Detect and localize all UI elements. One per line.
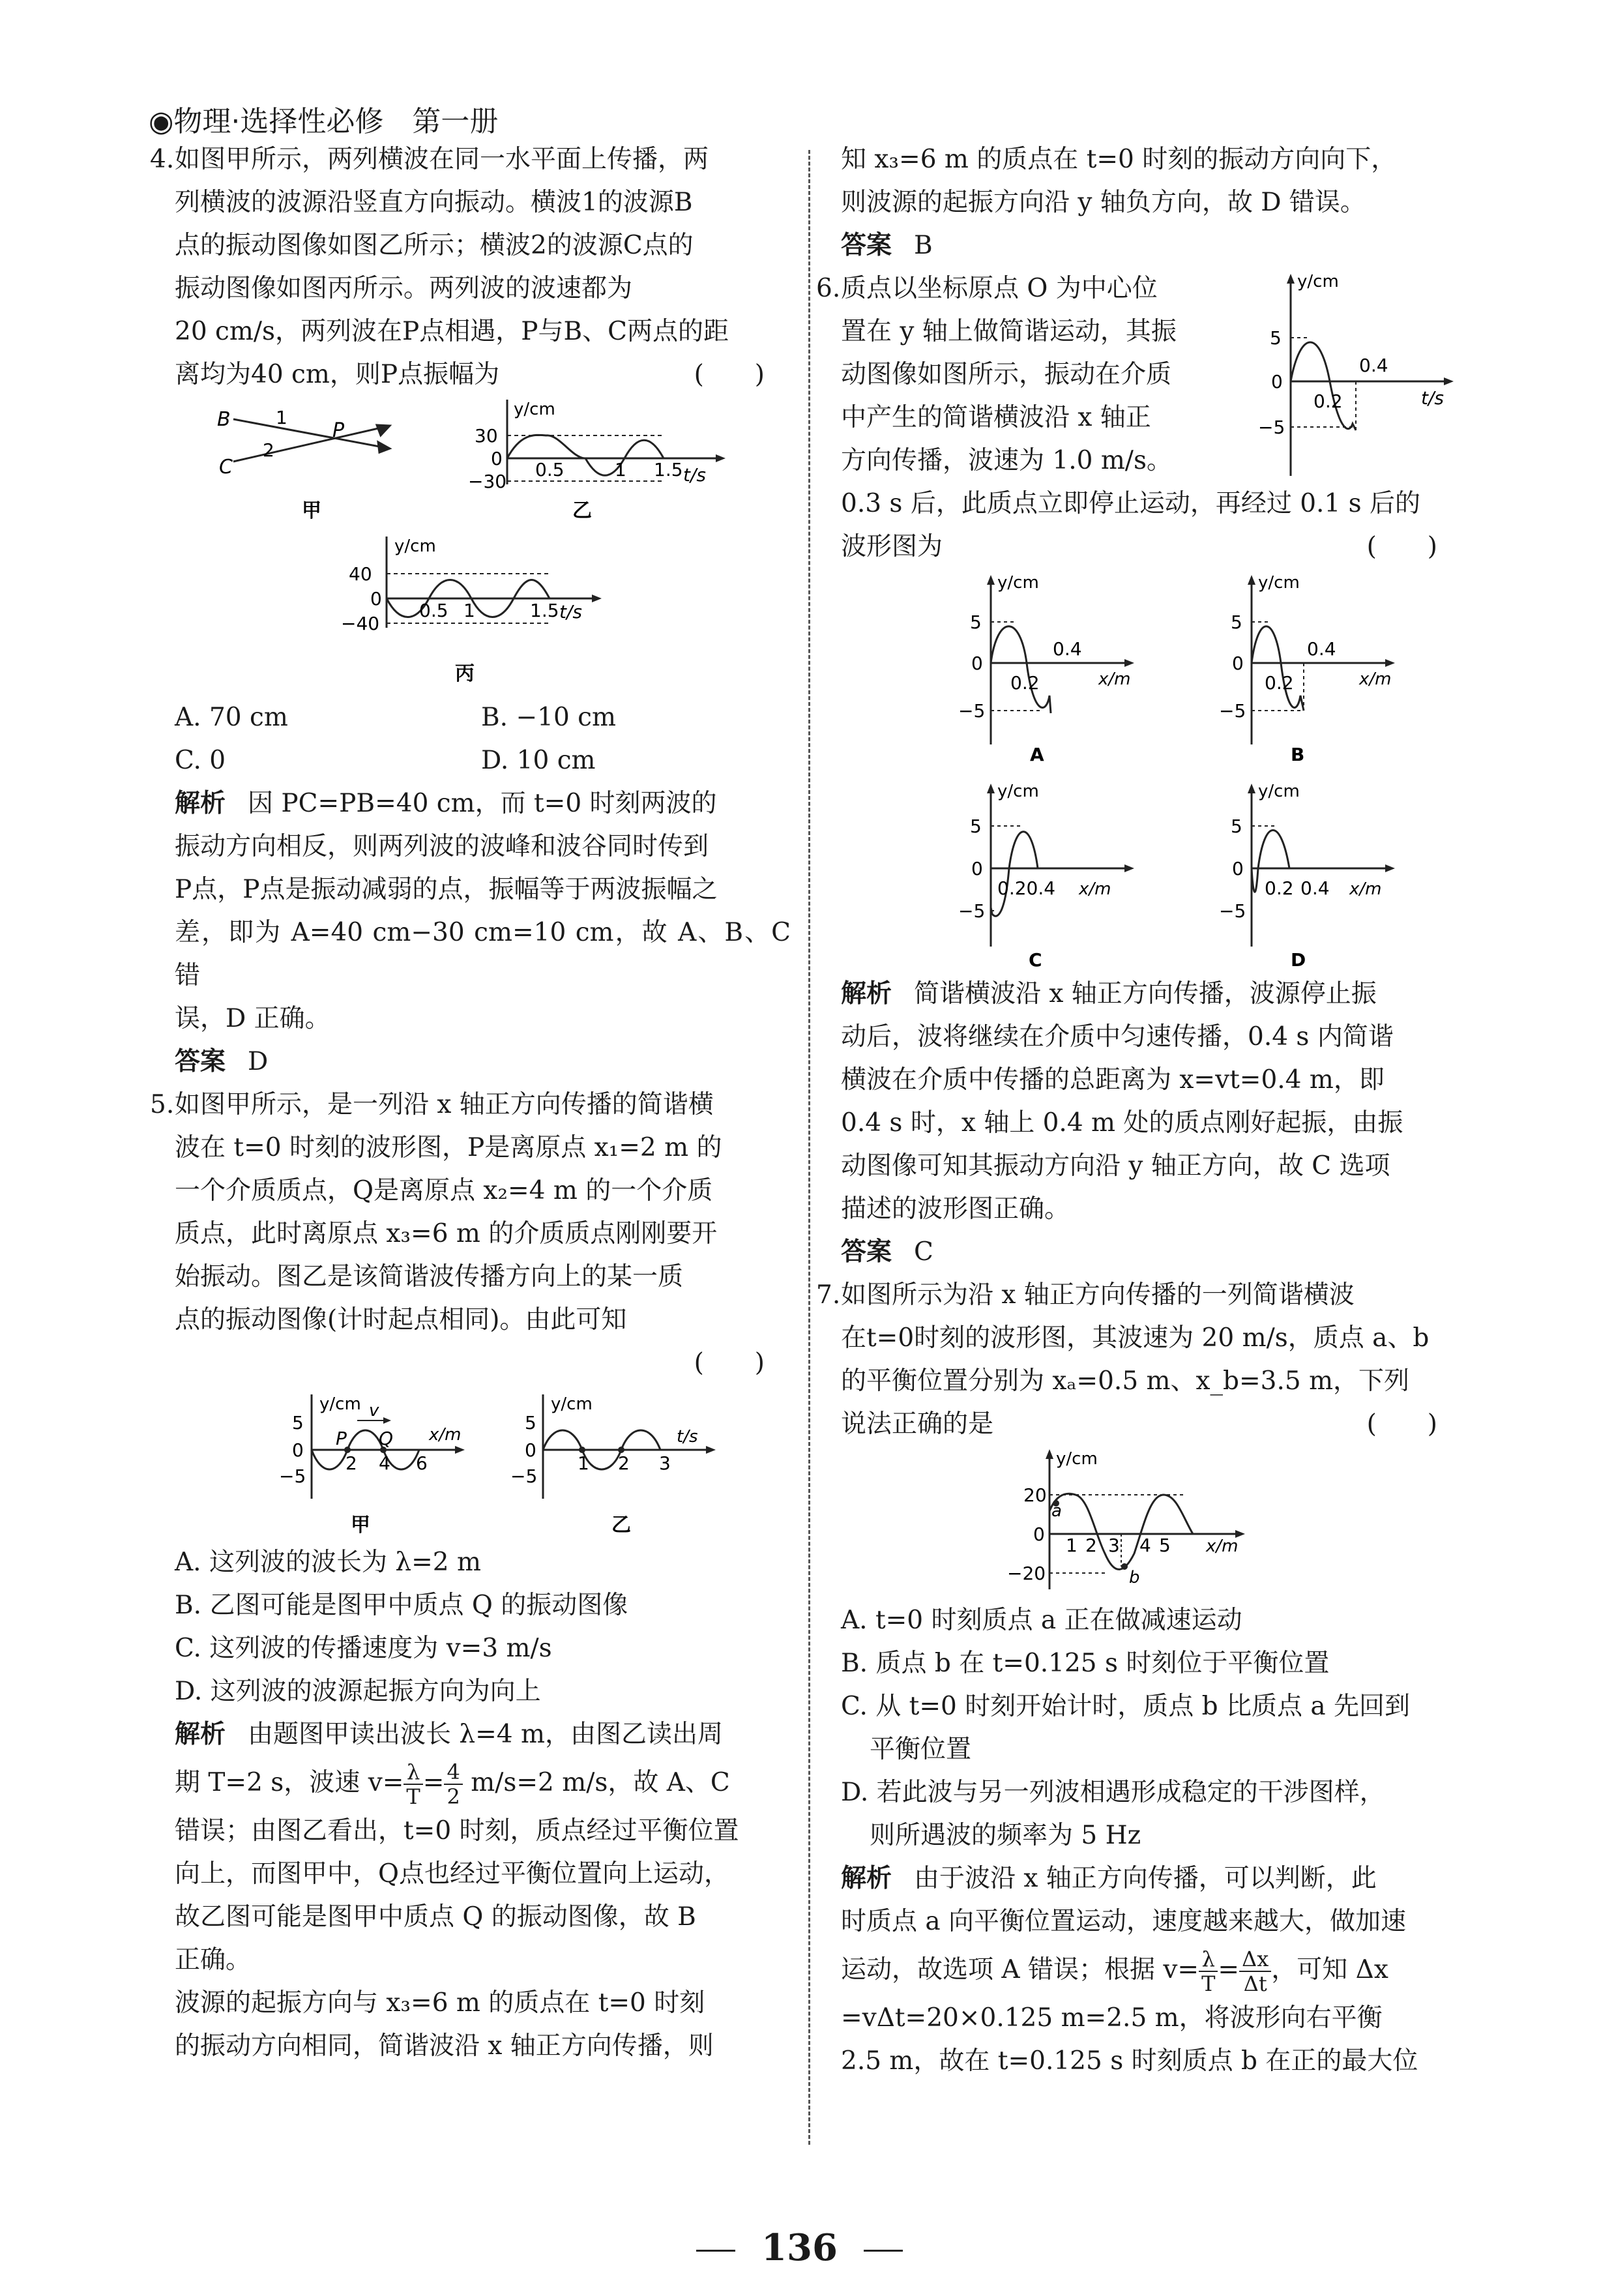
fraction: $\frac{\Delta x}{\Delta t}$ xyxy=(1239,1947,1271,1995)
q4-line: 振动图像如图丙所示。两列波的波速都为 xyxy=(175,274,633,303)
solution-line: 动图像可知其振动方向沿 y 轴正方向，故 C 选项 xyxy=(841,1151,1390,1181)
x-axis-label: x/m xyxy=(1349,879,1382,899)
fraction: $\frac{\lambda}{T}$ xyxy=(403,1760,422,1808)
option-A: A. 70 cm xyxy=(175,703,288,732)
point-b-label: b xyxy=(1129,1568,1140,1587)
question-number: 6. xyxy=(816,274,841,303)
caption-yi: 乙 xyxy=(611,1514,631,1537)
answer-label: 答案 xyxy=(175,1047,226,1076)
x-axis-label: x/m xyxy=(429,1425,462,1445)
origin-label: 0 xyxy=(971,858,983,879)
amplitude-label: 5 xyxy=(292,1412,304,1434)
q4-answer xyxy=(175,1040,791,1083)
tick-label: 1 xyxy=(578,1452,589,1474)
neg-amplitude-label: −5 xyxy=(279,1465,306,1487)
option-A: A. t=0 时刻质点 a 正在做减速运动 xyxy=(841,1606,1242,1635)
solution-line: 误，D 正确。 xyxy=(175,1004,330,1033)
solution-line: 波源的起振方向与 x₃=6 m 的质点在 t=0 时刻 xyxy=(175,1988,705,2018)
tick-label: 0.4 xyxy=(1300,877,1330,899)
q4-options-row xyxy=(175,739,791,782)
x-axis-label: t/s xyxy=(1421,387,1444,409)
answer-blank: ( ) xyxy=(694,360,765,389)
origin-label: 0 xyxy=(491,448,503,469)
option-D: D. 这列波的波源起振方向为向上 xyxy=(175,1677,541,1706)
tick-label: 2 xyxy=(1085,1535,1097,1556)
tick-label: 1.5 xyxy=(530,600,559,621)
answer-value: C xyxy=(914,1237,933,1267)
amplitude-label: 20 xyxy=(1023,1484,1047,1506)
q5-solution: 解析 由题图甲读出波长 λ=4 m，由图乙读出周 xyxy=(175,1720,723,1749)
solution-line: 动后，波将继续在介质中匀速传播，0.4 s 内简谐 xyxy=(841,1022,1394,1052)
origin-label: 0 xyxy=(1033,1523,1045,1545)
answer-blank: ( ) xyxy=(694,1348,765,1377)
page-number: 136 xyxy=(761,2226,838,2269)
continued-line: 则波源的起振方向沿 y 轴负方向，故 D 错误。 xyxy=(841,188,1366,217)
question-number: 7. xyxy=(816,1280,841,1310)
y-axis-label: y/cm xyxy=(514,400,555,419)
x-axis-label: t/s xyxy=(677,1427,698,1447)
neg-amplitude-label: −20 xyxy=(1007,1563,1046,1584)
amplitude-label: 5 xyxy=(525,1412,536,1434)
y-axis-label: y/cm xyxy=(1258,573,1300,593)
choice-graph-D xyxy=(1219,782,1395,971)
label-Q: Q xyxy=(379,1428,394,1449)
x-axis-label: x/m xyxy=(1079,879,1111,899)
q6-line: 动图像如图所示，振动在介质 xyxy=(841,360,1172,389)
tick-label: 0.2 xyxy=(1265,672,1294,694)
option-C: C. 这列波的传播速度为 v=3 m/s xyxy=(175,1634,552,1663)
question-number: 4. xyxy=(150,145,175,174)
solution-label: 解析 xyxy=(175,789,226,818)
tick-label: 1 xyxy=(1066,1535,1078,1556)
q5-paren-line xyxy=(175,1342,791,1385)
solution-line: 2.5 m，故在 t=0.125 s 时刻质点 b 在正的最大位 xyxy=(841,2046,1418,2076)
point-a-label: a xyxy=(1051,1501,1062,1521)
option-B: B. 质点 b 在 t=0.125 s 时刻位于平衡位置 xyxy=(841,1649,1330,1678)
wave-2-label: 2 xyxy=(263,439,274,461)
fraction: $\frac{4}{2}$ xyxy=(444,1760,462,1808)
neg-amplitude-label: −40 xyxy=(341,613,380,634)
amplitude-label: 5 xyxy=(1231,816,1242,837)
solution-label: 解析 xyxy=(841,979,892,1008)
q4-line: 20 cm/s，两列波在P点相遇，P与B、C两点的距 xyxy=(175,317,729,346)
option-D: D. 若此波与另一列波相遇形成稳定的干涉图样， xyxy=(841,1778,1385,1807)
answer-label: 答案 xyxy=(841,231,892,260)
solution-line: 横波在介质中传播的总距离为 x=vt=0.4 m，即 xyxy=(841,1065,1385,1095)
q4-line: 离均为40 cm，则P点振幅为 ( ) xyxy=(175,353,791,396)
tick-label: 5 xyxy=(1159,1535,1171,1556)
origin-label: 0 xyxy=(1271,371,1283,392)
amplitude-label: 5 xyxy=(1231,611,1242,633)
label-P: P xyxy=(336,1428,347,1449)
y-axis-label: y/cm xyxy=(997,782,1039,801)
wave-1-label: 1 xyxy=(276,407,287,428)
neg-amplitude-label: −5 xyxy=(510,1465,538,1487)
q5-answer xyxy=(841,224,1463,267)
left-column xyxy=(150,138,791,2068)
solution-line: 错误；由图乙看出，t=0 时刻，质点经过平衡位置 xyxy=(175,1816,739,1846)
amplitude-label: 40 xyxy=(349,563,372,585)
figure-yi xyxy=(468,400,726,522)
answer-value: D xyxy=(248,1047,269,1076)
origin-label: 0 xyxy=(370,588,382,610)
x-axis-label: t/s xyxy=(559,601,582,623)
question-5 xyxy=(150,1083,791,1385)
y-axis-label: y/cm xyxy=(997,573,1039,593)
q6-line: 方向传播，波速为 1.0 m/s。 xyxy=(841,446,1172,475)
amplitude-label: 5 xyxy=(970,816,982,837)
choice-caption: B xyxy=(1291,744,1305,765)
q5-line: 波在 t=0 时刻的波形图，P是离原点 x₁=2 m 的 xyxy=(175,1133,722,1162)
y-axis-label: y/cm xyxy=(1056,1449,1098,1469)
tick-label: 0.5 xyxy=(535,459,565,480)
option-A: A. 这列波的波长为 λ=2 m xyxy=(175,1548,481,1577)
tick-label: 3 xyxy=(1108,1535,1120,1556)
neg-amplitude-label: −30 xyxy=(468,471,507,492)
q5-line: 点的振动图像(计时起点相同)。由此可知 xyxy=(175,1305,627,1334)
tick-label: 1 xyxy=(615,459,626,480)
solution-label: 解析 xyxy=(841,1864,892,1893)
origin-label: 0 xyxy=(1232,858,1244,879)
figure-q5-jia xyxy=(279,1394,465,1537)
q6-line: 0.3 s 后，此质点立即停止运动，再经过 0.1 s 后的 xyxy=(841,489,1421,518)
q6-line: 置在 y 轴上做简谐运动，其振 xyxy=(841,317,1177,346)
amplitude-label: 5 xyxy=(1270,327,1282,349)
choice-caption: C xyxy=(1029,949,1042,971)
q5-line: 如图甲所示，是一列沿 x 轴正方向传播的简谐横 xyxy=(175,1090,714,1119)
q6-vibration-graph xyxy=(1245,267,1460,482)
label-P: P xyxy=(332,419,345,442)
right-column xyxy=(816,138,1463,2083)
neg-amplitude-label: −5 xyxy=(1258,417,1285,438)
running-header: ◉物理·选择性必修 第一册 xyxy=(149,105,499,138)
solution-line: 向上，而图甲中，Q点也经过平衡位置向上运动， xyxy=(175,1859,729,1889)
q7-solution: 解析 由于波沿 x 轴正方向传播，可以判断，此 xyxy=(841,1864,1377,1893)
y-axis-label: y/cm xyxy=(394,537,436,556)
tick-label: 0.4 xyxy=(1053,638,1082,660)
solution-line-fraction: 期 T=2 s，波速 v= $\frac{\lambda}{T}$ = $\frac{4}{2}$ m/s=2 m/s，故 A、C xyxy=(175,1759,730,1809)
caption-yi: 乙 xyxy=(572,499,592,522)
amplitude-label: 30 xyxy=(475,425,498,447)
x-axis-label: x/m xyxy=(1359,670,1392,689)
q4-figures-top xyxy=(175,396,791,533)
option-D-cont: 则所遇波的频率为 5 Hz xyxy=(870,1821,1141,1850)
q5-figures xyxy=(175,1385,791,1541)
neg-amplitude-label: −5 xyxy=(958,900,986,922)
y-axis-label: y/cm xyxy=(551,1394,593,1414)
q7-wave-graph xyxy=(841,1446,1463,1599)
tick-label: 0.2 xyxy=(1265,877,1294,899)
option-D: D. 10 cm xyxy=(481,746,596,775)
origin-label: 0 xyxy=(292,1439,304,1461)
choice-caption: A xyxy=(1030,744,1044,765)
answer-blank: ( ) xyxy=(1366,532,1437,561)
choice-graph-B xyxy=(1219,573,1395,765)
q4-line: 点的振动图像如图乙所示；横波2的波源C点的 xyxy=(175,231,694,260)
answer-blank: ( ) xyxy=(1366,1409,1437,1439)
option-B: B. −10 cm xyxy=(481,703,616,732)
solution-label: 解析 xyxy=(175,1720,226,1749)
column-divider xyxy=(808,150,810,2145)
solution-line-fraction: 运动，故选项 A 错误；根据 v= $\frac{\lambda}{T}$ = $\frac{\Delta x}{\Delta t}$ ，可知 Δx xyxy=(841,1947,1388,1996)
figure-q5-yi xyxy=(510,1394,716,1537)
caption-jia: 甲 xyxy=(351,1514,370,1537)
tick-label: 4 xyxy=(1139,1535,1151,1556)
tick-label: 6 xyxy=(416,1452,428,1474)
answer-label: 答案 xyxy=(841,1237,892,1267)
option-C: C. 从 t=0 时刻开始计时，质点 b 比质点 a 先回到 xyxy=(841,1692,1411,1721)
solution-line: 0.4 s 时，x 轴上 0.4 m 处的质点刚好起振，由振 xyxy=(841,1108,1403,1138)
origin-label: 0 xyxy=(971,653,983,674)
solution-line: 差，即为 A=40 cm−30 cm=10 cm，故 A、B、C 错 xyxy=(175,918,791,990)
fraction: $\frac{\lambda}{T}$ xyxy=(1199,1947,1218,1995)
caption-jia: 甲 xyxy=(302,499,321,522)
velocity-label: v xyxy=(369,1401,379,1420)
choice-caption: D xyxy=(1291,949,1306,971)
tick-label: 0.4 xyxy=(1307,638,1336,660)
solution-line: 时质点 a 向平衡位置运动，速度越来越大，做加速 xyxy=(841,1907,1407,1936)
q6-choice-graphs xyxy=(841,568,1463,973)
x-axis-label: x/m xyxy=(1206,1537,1239,1556)
solution-line: 正确。 xyxy=(175,1945,252,1975)
choice-graph-C xyxy=(958,782,1134,971)
tick-label: 2 xyxy=(345,1452,357,1474)
x-axis-label: t/s xyxy=(683,464,706,486)
tick-label: 0.2 xyxy=(1313,390,1343,412)
q4-line: 如图甲所示，两列横波在同一水平面上传播，两 xyxy=(175,145,709,174)
q4-options-row xyxy=(175,696,791,739)
q7-line: 的平衡位置分别为 xₐ=0.5 m、x_b=3.5 m，下列 xyxy=(841,1366,1410,1396)
solution-line: 故乙图可能是图甲中质点 Q 的振动图像，故 B xyxy=(175,1902,696,1932)
q6-answer xyxy=(841,1231,1463,1274)
q5-line: 始振动。图乙是该简谐波传播方向上的某一质 xyxy=(175,1262,684,1291)
question-6 xyxy=(816,267,1463,482)
option-B: B. 乙图可能是图甲中质点 Q 的振动图像 xyxy=(175,1591,628,1620)
tick-label: 1 xyxy=(463,600,475,621)
tick-label: 4 xyxy=(379,1452,390,1474)
question-7 xyxy=(816,1274,1463,1446)
q6-line: 波形图为 ( ) xyxy=(841,525,1463,568)
y-axis-label: y/cm xyxy=(1258,782,1300,801)
neg-amplitude-label: −5 xyxy=(958,700,986,722)
option-C-cont: 平衡位置 xyxy=(870,1735,972,1764)
q5-line: 质点，此时离原点 x₃=6 m 的介质质点刚刚要开 xyxy=(175,1219,718,1248)
label-C: C xyxy=(219,456,233,478)
solution-line: =vΔt=20×0.125 m=2.5 m，将波形向右平衡 xyxy=(841,2003,1383,2033)
q4-solution: 解析 因 PC=PB=40 cm，而 t=0 时刻两波的 xyxy=(175,789,717,818)
origin-label: 0 xyxy=(525,1439,536,1461)
caption-bing: 丙 xyxy=(455,662,475,685)
q6-line: 质点以坐标原点 O 为中心位 xyxy=(841,274,1158,303)
tick-label: 3 xyxy=(659,1452,671,1474)
q6-solution: 解析 简谐横波沿 x 轴正方向传播，波源停止振 xyxy=(841,979,1377,1008)
q4-line: 列横波的波源沿竖直方向振动。横波1的波源B xyxy=(175,188,693,217)
page-footer xyxy=(0,2226,1599,2269)
tick-label: 2 xyxy=(618,1452,630,1474)
solution-line: 振动方向相反，则两列波的波峰和波谷同时传到 xyxy=(175,832,709,861)
y-axis-label: y/cm xyxy=(319,1394,361,1414)
q7-line: 如图所示为沿 x 轴正方向传播的一列简谐横波 xyxy=(841,1280,1355,1310)
q7-line: 说法正确的是 ( ) xyxy=(841,1403,1463,1446)
tick-label: 0.2 xyxy=(1010,672,1040,694)
origin-label: 0 xyxy=(1232,653,1244,674)
solution-line: 描述的波形图正确。 xyxy=(841,1194,1070,1224)
tick-label: 0.5 xyxy=(419,600,448,621)
neg-amplitude-label: −5 xyxy=(1219,900,1246,922)
q5-line: 一个介质质点，Q是离原点 x₂=4 m 的一个介质 xyxy=(175,1176,713,1205)
q7-line: 在t=0时刻的波形图，其波速为 20 m/s，质点 a、b xyxy=(841,1323,1430,1353)
q6-line: 中产生的简谐横波沿 x 轴正 xyxy=(841,403,1151,432)
question-4 xyxy=(150,138,791,396)
continued-line: 知 x₃=6 m 的质点在 t=0 时刻的振动方向向下， xyxy=(841,145,1397,174)
tick-label: 1.5 xyxy=(654,459,683,480)
solution-line: P点，P点是振动减弱的点，振幅等于两波振幅之 xyxy=(175,875,718,904)
option-C: C. 0 xyxy=(175,746,226,775)
figure-jia xyxy=(233,419,390,462)
answer-value: B xyxy=(914,231,933,260)
solution-line: 的振动方向相同，简谐波沿 x 轴正方向传播，则 xyxy=(175,2031,714,2061)
choice-graph-A xyxy=(958,573,1134,765)
tick-label: 0.4 xyxy=(1359,355,1388,376)
question-number: 5. xyxy=(150,1090,175,1119)
label-B: B xyxy=(217,408,231,431)
neg-amplitude-label: −5 xyxy=(1219,700,1246,722)
figure-bing xyxy=(175,533,791,696)
tick-label: 0.20.4 xyxy=(997,877,1056,899)
x-axis-label: x/m xyxy=(1098,670,1131,689)
y-axis-label: y/cm xyxy=(1297,272,1339,291)
amplitude-label: 5 xyxy=(970,611,982,633)
